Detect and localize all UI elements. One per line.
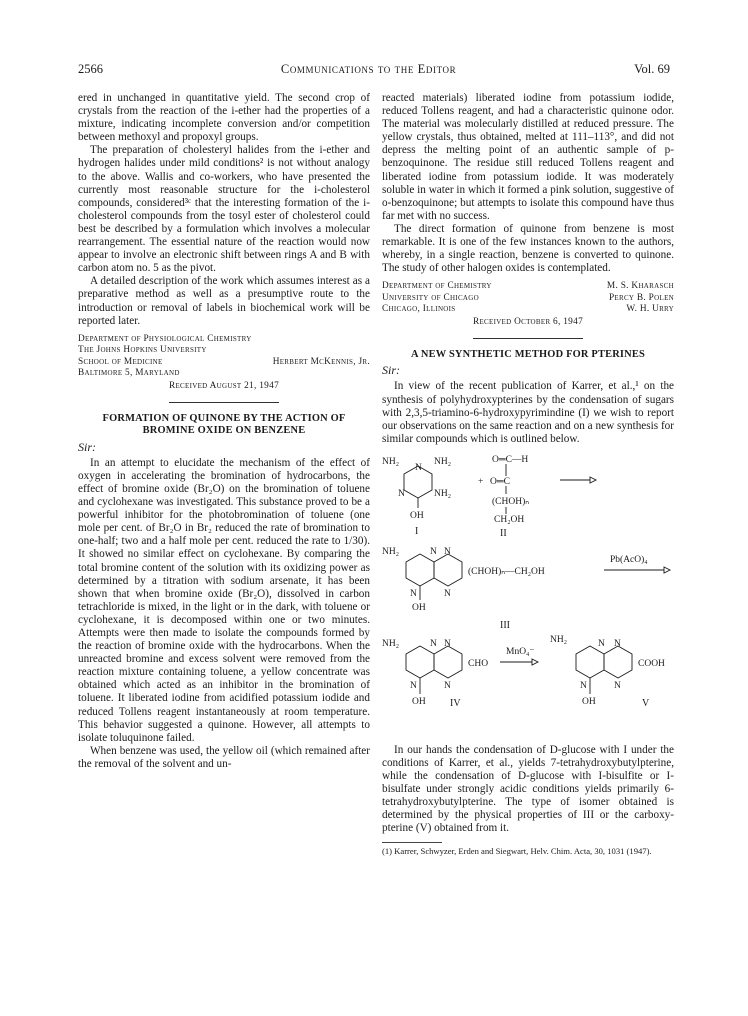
aldehyde-label: O═C—H — [492, 454, 529, 465]
left-column — [78, 92, 370, 771]
amino-label: NH₂ — [382, 546, 400, 557]
compound-label-II: II — [500, 527, 507, 539]
reaction-scheme — [382, 450, 674, 740]
compound-I — [382, 457, 451, 537]
side-chain-label: (CHOH)ₙ—CH₂OH — [468, 566, 545, 577]
volume-number: Vol. 69 — [634, 61, 670, 76]
compound-III — [382, 547, 545, 631]
paragraph-cholesteryl: The preparation of cholesteryl halides from the i-ether and hydrogen halides under mild conditions² is not without analogy to the above. Wallis and co-workers, who have presented the currently most reasonable structure for the i-cholesterol compounds, considered³ᶜ that the interesting formation of the i-cholesterol compounds from the tosyl ester of cholesterol could best be described by a formulation which involves a molecular rearrangement. The essential nature of the reaction would now appear to involve an electronic shift between rings A and B with carbon atom no. 5 as the pivot. — [78, 144, 370, 275]
ring-bonds — [406, 646, 434, 678]
terminal-label: CH₂OH — [494, 514, 525, 525]
amino-label: NH₂ — [434, 456, 452, 467]
reagent-label: Pb(AcO)₄ — [610, 554, 648, 565]
author-name: Percy B. Polen — [608, 292, 674, 303]
arrow-head — [532, 659, 538, 665]
footnote-rule — [382, 842, 442, 843]
article-divider — [169, 402, 279, 403]
ring-bonds — [434, 646, 462, 678]
footnote: (1) Karrer, Schwyzer, Erden and Siegwart, Helv. Chim. Acta, 30, 1031 (1947). — [382, 845, 652, 856]
author-name: W. H. Urry — [626, 304, 674, 315]
ring-nitrogen: N — [444, 588, 451, 599]
carboxyl-label: COOH — [638, 658, 665, 669]
hydroxyl-label: OH — [410, 510, 424, 521]
ring-nitrogen: N — [444, 546, 451, 557]
amino-label: NH₂ — [434, 488, 452, 499]
ring-nitrogen: N — [598, 638, 605, 649]
aldehyde-label: CHO — [468, 658, 489, 669]
paragraph-detailed-description: A detailed description of the work which assumes interest as a preparative method as well as a presumptive route to the introduction or removal of labels in biochemical work will be reported later. — [78, 275, 370, 327]
article-title-pterines: A NEW SYNTHETIC METHOD FOR PTERINES — [410, 348, 645, 360]
ring-nitrogen: N — [614, 638, 621, 649]
compound-II — [478, 455, 529, 539]
compound-IV — [382, 639, 488, 709]
ring-bonds — [406, 554, 434, 586]
hydroxyl-label: OH — [582, 696, 596, 707]
ring-bonds — [434, 554, 462, 586]
hydroxyl-label: OH — [412, 602, 426, 613]
ring-nitrogen: N — [410, 680, 417, 691]
article-title-quinone — [78, 413, 370, 438]
affiliation-line: University of Chicago — [382, 292, 479, 303]
plus-sign: + — [478, 476, 484, 487]
amino-label: NH₂ — [550, 634, 568, 645]
title-line: FORMATION OF QUINONE BY THE ACTION OF — [102, 412, 346, 424]
paragraph-continuation: ered in unchanged in quantitative yield. The second crop of crystals from the reaction of the i-ether had the properties of a mixture, indicating incomplete conversion and/or competition between methoxyl and propoxyl groups. — [78, 92, 370, 144]
compound-label-I: I — [415, 525, 419, 537]
reaction-scheme-svg — [382, 450, 674, 740]
affiliation-line: The Johns Hopkins University — [78, 345, 207, 356]
paragraph-in-view: In view of the recent publication of Karrer, et al.,¹ on the synthesis of polyhydroxypterines by the condensation of sugars with 2,3,5-triamino-6-hydroxypyrimindine (I) we wish to report our observations on the same reaction and on a new synthesis for similar compounds which is outlined below. — [382, 380, 674, 445]
compound-label-IV: IV — [450, 697, 461, 709]
paragraph-direct-formation: The direct formation of quinone from benzene is most remarkable. It is one of the few instances known to the authors, whereby, in a single reaction, benzene is converted to quinone. The study of other halogen oxides is contemplated. — [382, 222, 674, 275]
running-head — [78, 60, 670, 78]
affiliation-author-row — [382, 304, 674, 316]
page-number: 2566 — [78, 61, 103, 76]
author-name: Herbert McKennis, Jr. — [272, 356, 370, 367]
ring-nitrogen: N — [430, 638, 437, 649]
chain-label: (CHOH)ₙ — [492, 496, 530, 507]
salutation: Sir: — [382, 363, 400, 378]
affiliation-block-2 — [382, 281, 674, 316]
hydroxyl-label: OH — [412, 696, 426, 707]
compound-V — [550, 635, 665, 709]
ring-nitrogen: N — [580, 680, 587, 691]
affiliation-author-row — [78, 357, 370, 369]
arrow-head — [664, 567, 670, 573]
salutation: Sir: — [78, 439, 96, 454]
right-column — [382, 92, 674, 856]
affiliation-author-row — [382, 281, 674, 293]
paragraph-reacted: reacted materials) liberated iodine from potassium iodide, reduced Tollens reagent, and had a characteristic quinone odor. The material was molecularly distilled at reduced pressure. The yellow crystals, thus obtained, melted at 111–113°, and did not depress the melting point of an authentic sample of p-benzoquinone. The residue still reduced Tollens reagent and liberated iodine from potassium iodide. It was moderately soluble in water in which it formed a pink solution, suggestive of o-benzoquinone; but attempts to isolate this compound have thus far met with no success. — [382, 92, 674, 222]
paragraph-attempt: In an attempt to elucidate the mechanism of the effect of oxygen in accelerating the bromination of hydrocarbons, the effect of bromine oxide (Br₂O) on the bromination of toluene and cyclohexane was investigated. This substance proved to be a powerful inhibitor for the photobromination of toluene (one mole per cent. of Br₂O in Br₂ reduced the rate of bromination to one-half; two and a half mole per cent. reduced the rate to 1/30). It showed no similar effect on cyclohexane. By comparing the total bromine content of the solution with its oxidizing power as determined by a titration with sodium arsenate, it has been shown that when bromine oxide (Br₂O), dissolved in carbon tetrachloride is mixed, in the light or in the dark, with toluene or cyclohexane, it is decomposed within one or two minutes. Attempts were then made to isolate the compounds formed by the reaction of bromine oxide with the hydrocarbons. When the unreacted bromine and excess solvent were removed from the reaction mixture containing toluene, a yellow concentrate was obtained which acted as an inhibitor in the bromination of toluene. It liberated iodine from acidified potassium iodide and reduced Tollens reagent instantaneously at room temperature. This behavior suggested a quinone. However, all attempts to isolate toluquinone failed. — [78, 456, 370, 744]
carbonyl-label: O═C — [490, 476, 510, 487]
received-date: Received October 6, 1947 — [472, 316, 584, 327]
article-divider — [473, 338, 583, 339]
paragraph-benzene: When benzene was used, the yellow oil (which remained after the removal of the solvent and un- — [78, 744, 370, 770]
ring-bonds — [604, 646, 632, 678]
author-name: M. S. Kharasch — [606, 281, 674, 292]
arrow-head — [590, 477, 596, 483]
compound-label-III: III — [500, 619, 510, 631]
ring-nitrogen: N — [398, 488, 405, 499]
ring-nitrogen: N — [444, 680, 451, 691]
affiliation-line: Department of Chemistry — [382, 281, 492, 292]
ring-nitrogen: N — [410, 588, 417, 599]
ring-nitrogen: N — [415, 462, 422, 473]
affiliation-author-row — [382, 293, 674, 305]
running-title: Communications to the Editor — [280, 61, 457, 76]
affiliation-line: School of Medicine — [78, 356, 163, 367]
ring-nitrogen: N — [614, 680, 621, 691]
amino-label: NH₂ — [382, 456, 400, 467]
affiliation-block-1 — [78, 334, 370, 380]
reagent-label: MnO₄⁻ — [506, 646, 535, 657]
ring-bonds — [576, 646, 604, 678]
compound-label-V: V — [642, 697, 650, 709]
paragraph-in-our-hands: In our hands the condensation of D-glucose with I under the conditions of Karrer, et al., yields 7-tetrahydroxybutylpterine, while the condensation of D-glucose with I-bisulfite or I-bisulfate under strongly acidic conditions yields primarily 6-tetrahydroxybutylpterine. The type of isomer obtained is determined by the physical properties of III or the carboxy-pterine (V) obtained from it. — [382, 743, 674, 835]
amino-label: NH₂ — [382, 638, 400, 649]
affiliation-line: Baltimore 5, Maryland — [78, 368, 180, 379]
affiliation-line: Department of Physiological Chemistry — [78, 333, 252, 344]
title-line: BROMINE OXIDE ON BENZENE — [142, 425, 306, 437]
affiliation-line: Chicago, Illinois — [382, 304, 456, 315]
ring-nitrogen: N — [444, 638, 451, 649]
ring-nitrogen: N — [430, 546, 437, 557]
received-date: Received August 21, 1947 — [168, 380, 280, 391]
